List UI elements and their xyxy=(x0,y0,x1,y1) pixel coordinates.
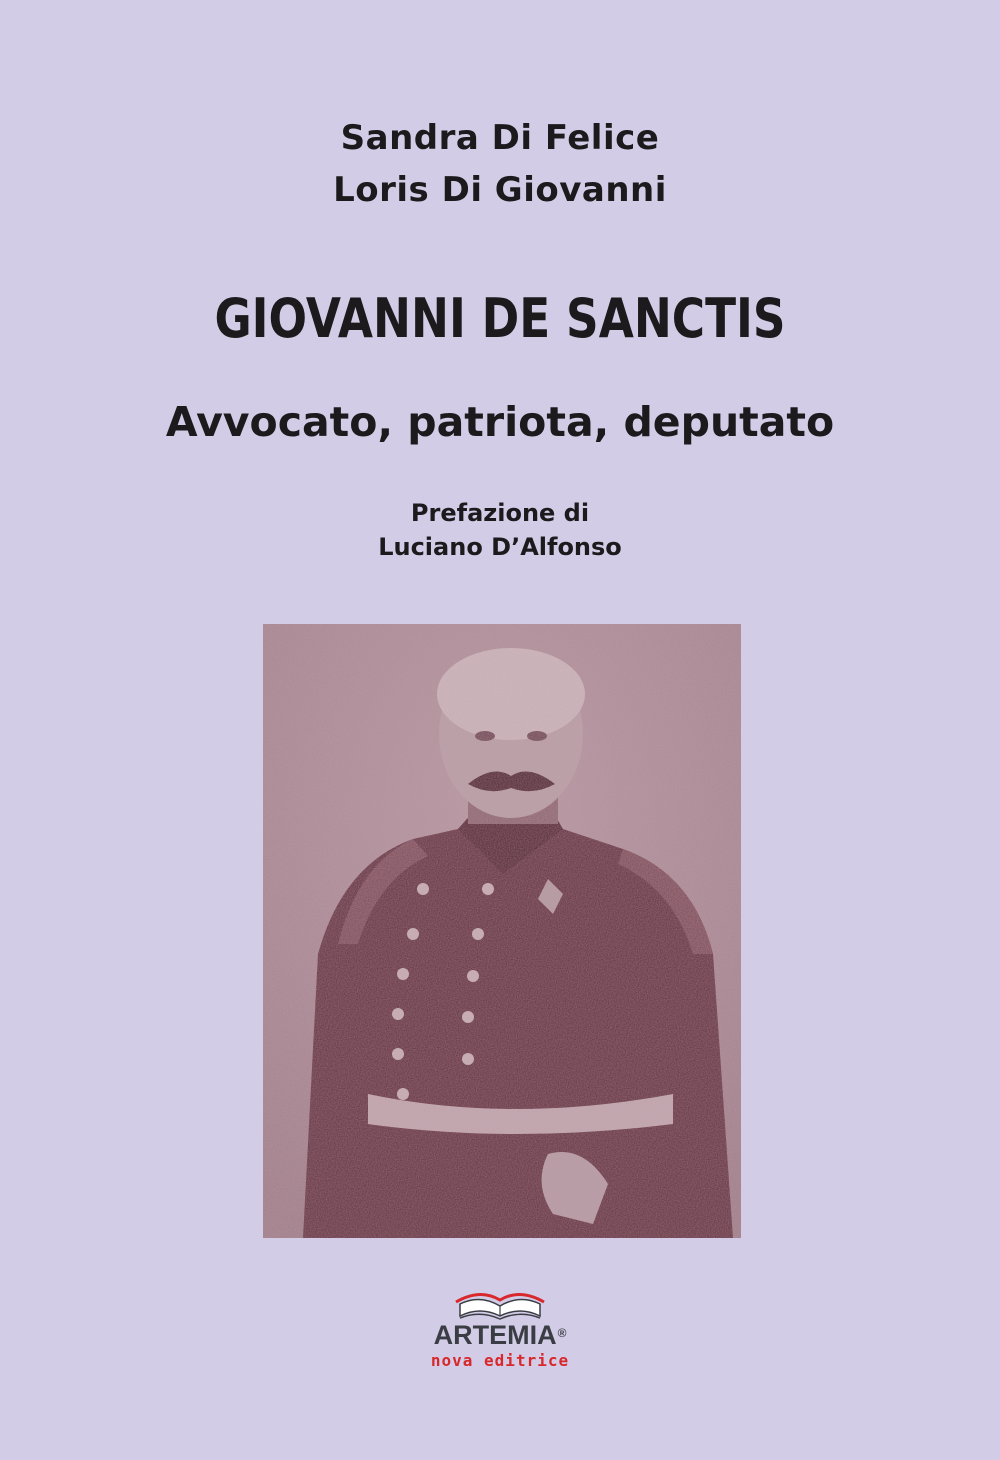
author-name: Loris Di Giovanni xyxy=(333,170,667,210)
portrait-photo xyxy=(263,624,741,1238)
preface-author: Luciano D’Alfonso xyxy=(378,533,622,561)
preface-label: Prefazione di xyxy=(410,499,590,527)
publisher-name xyxy=(400,1320,600,1350)
open-book-icon xyxy=(450,1282,550,1322)
publisher-name-text: ARTEMIA xyxy=(433,1320,557,1350)
book-title: GIOVANNI DE SANCTIS xyxy=(214,287,786,350)
author-name: Sandra Di Felice xyxy=(340,118,660,158)
authors xyxy=(0,112,1000,216)
preface-credit xyxy=(0,496,1000,564)
publisher-logo xyxy=(400,1282,600,1382)
book-subtitle: Avvocato, patriota, deputato xyxy=(165,398,835,446)
portrait-illustration xyxy=(263,624,741,1238)
publisher-tagline: nova editrice xyxy=(430,1351,570,1370)
registered-mark: ® xyxy=(557,1326,567,1340)
